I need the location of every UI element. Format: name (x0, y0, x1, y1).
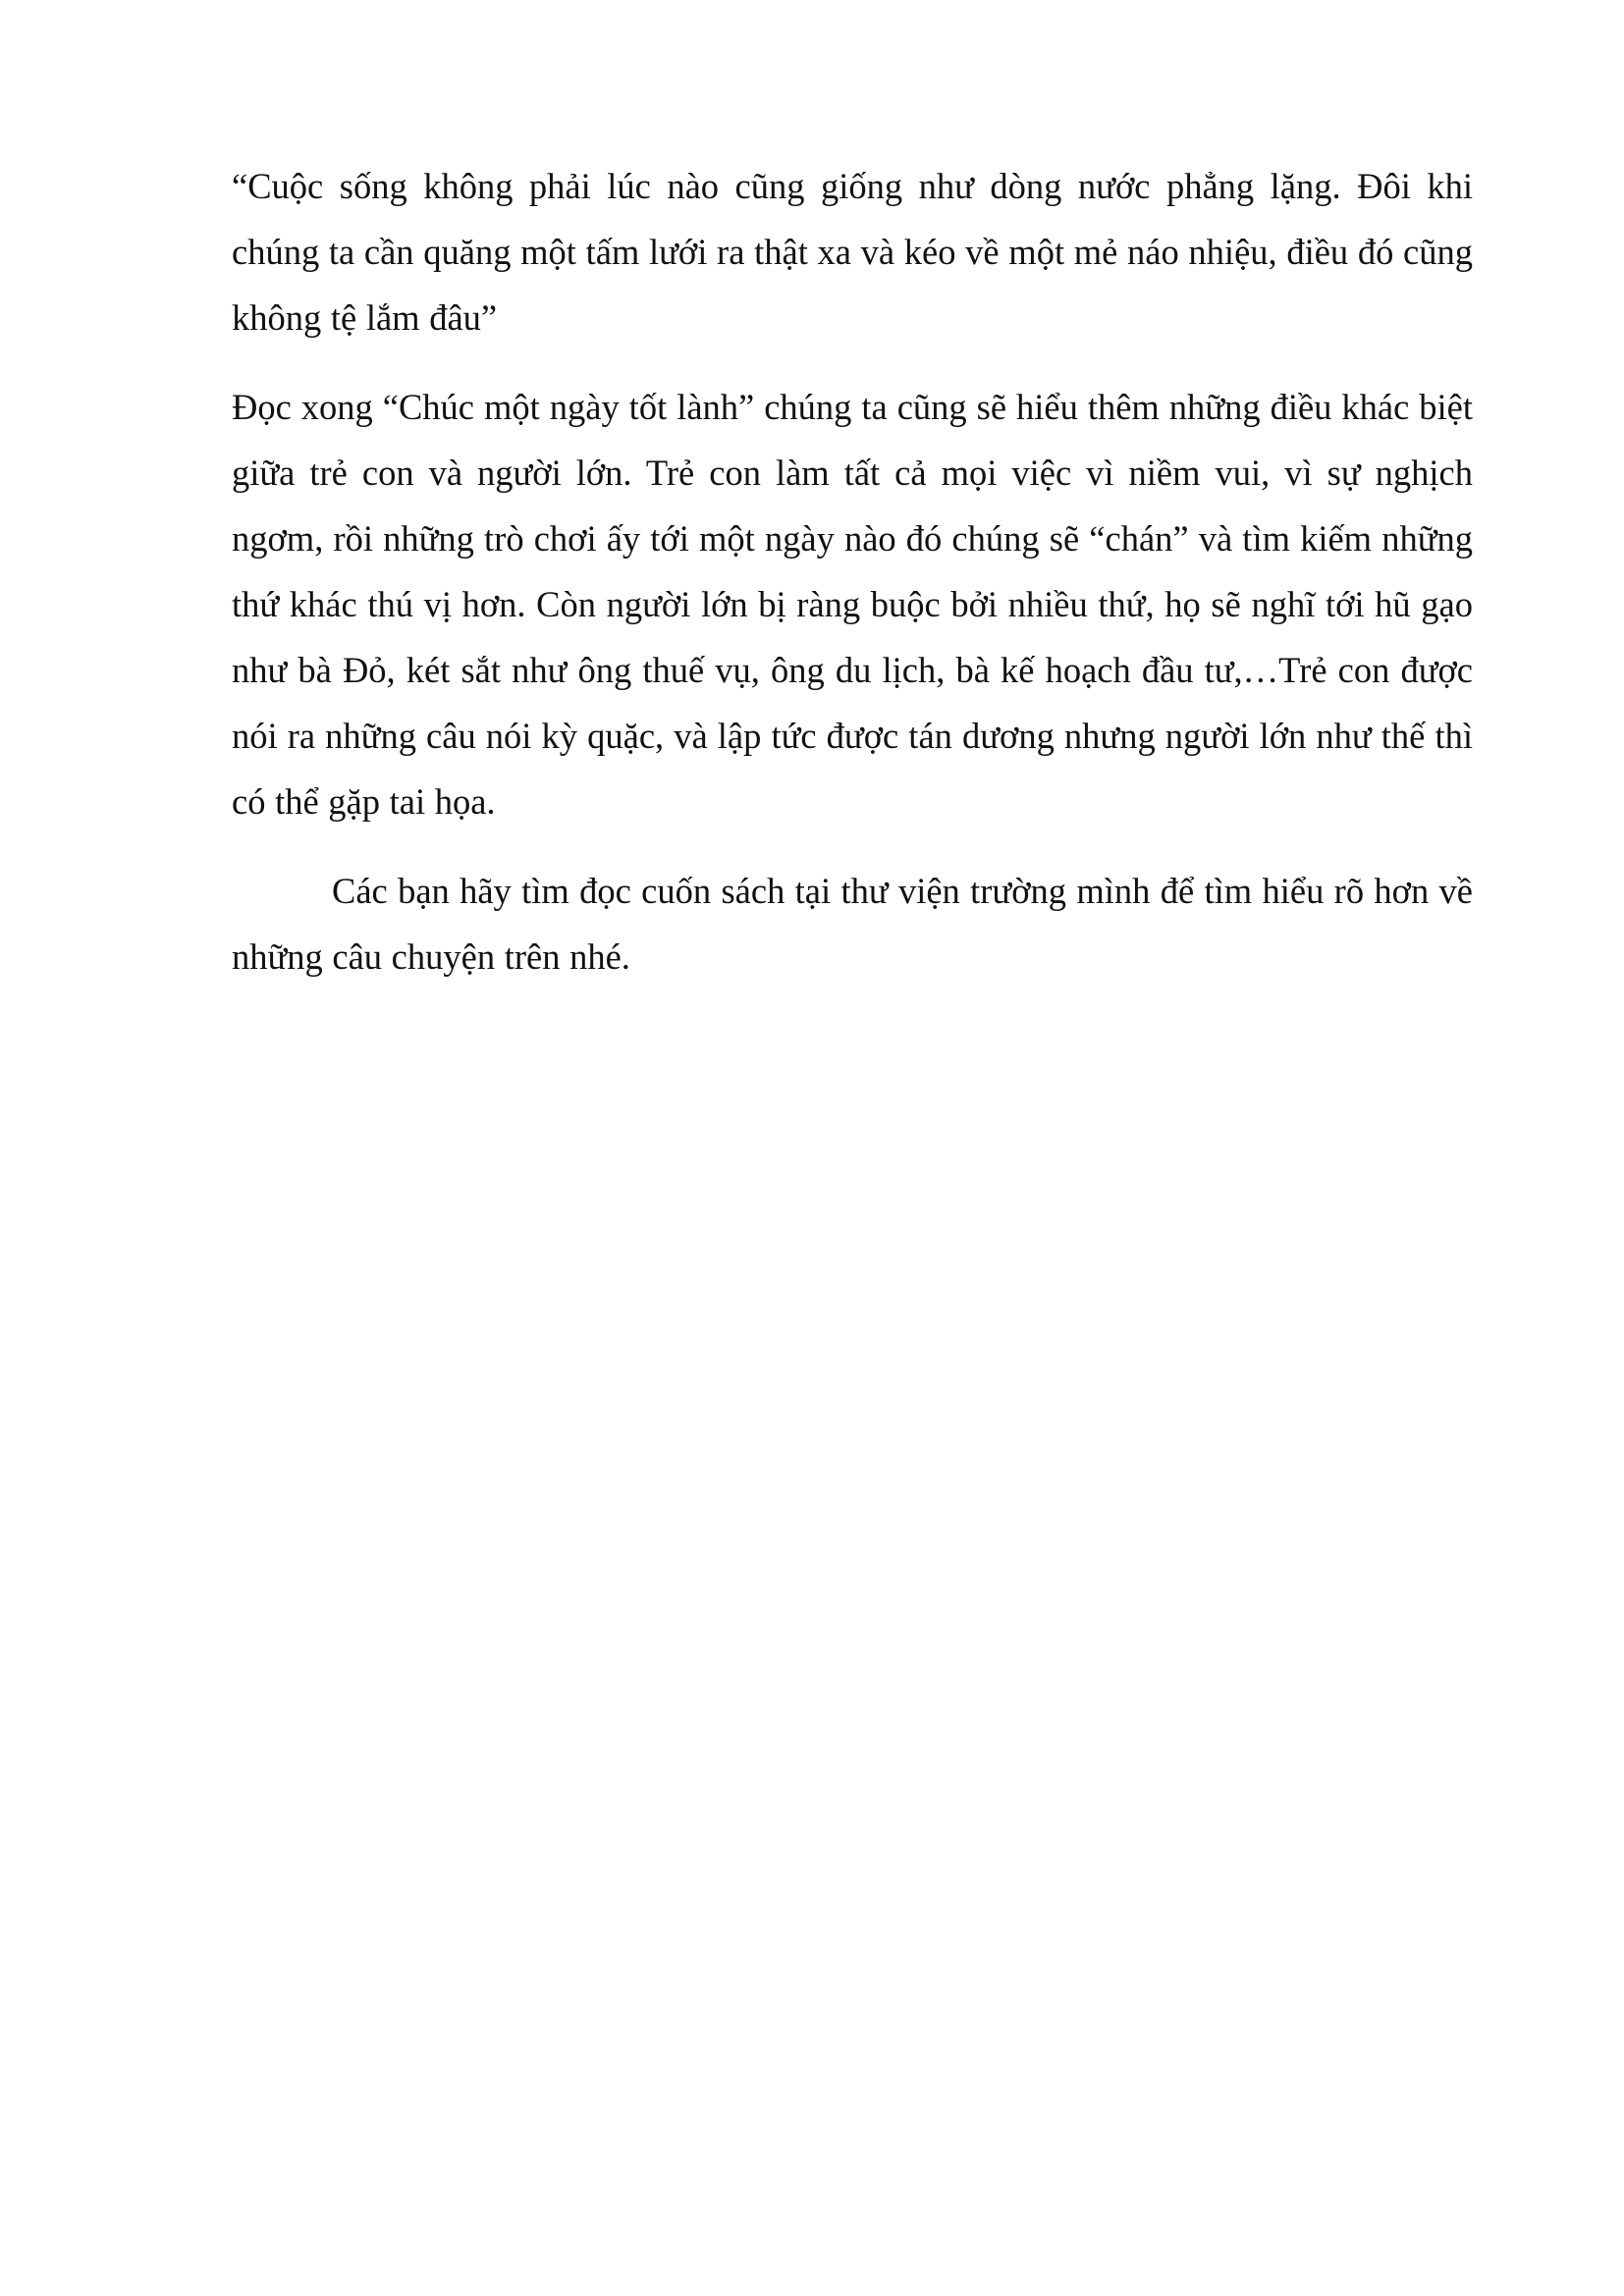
closing-paragraph: Các bạn hãy tìm đọc cuốn sách tại thư viện trường mình để tìm hiểu rõ hơn về những câu chuyện trên nhé. (232, 871, 1473, 977)
document-page (232, 153, 1473, 989)
body-paragraph: Đọc xong “Chúc một ngày tốt lành” chúng ta cũng sẽ hiểu thêm những điều khác biệt giữa trẻ con và người lớn. Trẻ con làm tất cả mọi việc vì niềm vui, vì sự nghịch ngơm, rồi những trò chơi ấy tới một ngày nào đó chúng sẽ “chán” và tìm kiếm những thứ khác thú vị hơn. Còn người lớn bị ràng buộc bởi nhiều thứ, họ sẽ nghĩ tới hũ gạo như bà Đỏ, két sắt như ông thuế vụ, ông du lịch, bà kế hoạch đầu tư,…Trẻ con được nói ra những câu nói kỳ quặc, và lập tức được tán dương nhưng người lớn như thế thì có thể gặp tai họa. (232, 387, 1473, 822)
quote-paragraph: “Cuộc sống không phải lúc nào cũng giống như dòng nước phẳng lặng. Đôi khi chúng ta cần quăng một tấm lưới ra thật xa và kéo về một mẻ náo nhiệu, điều đó cũng không tệ lắm đâu” (232, 166, 1473, 338)
